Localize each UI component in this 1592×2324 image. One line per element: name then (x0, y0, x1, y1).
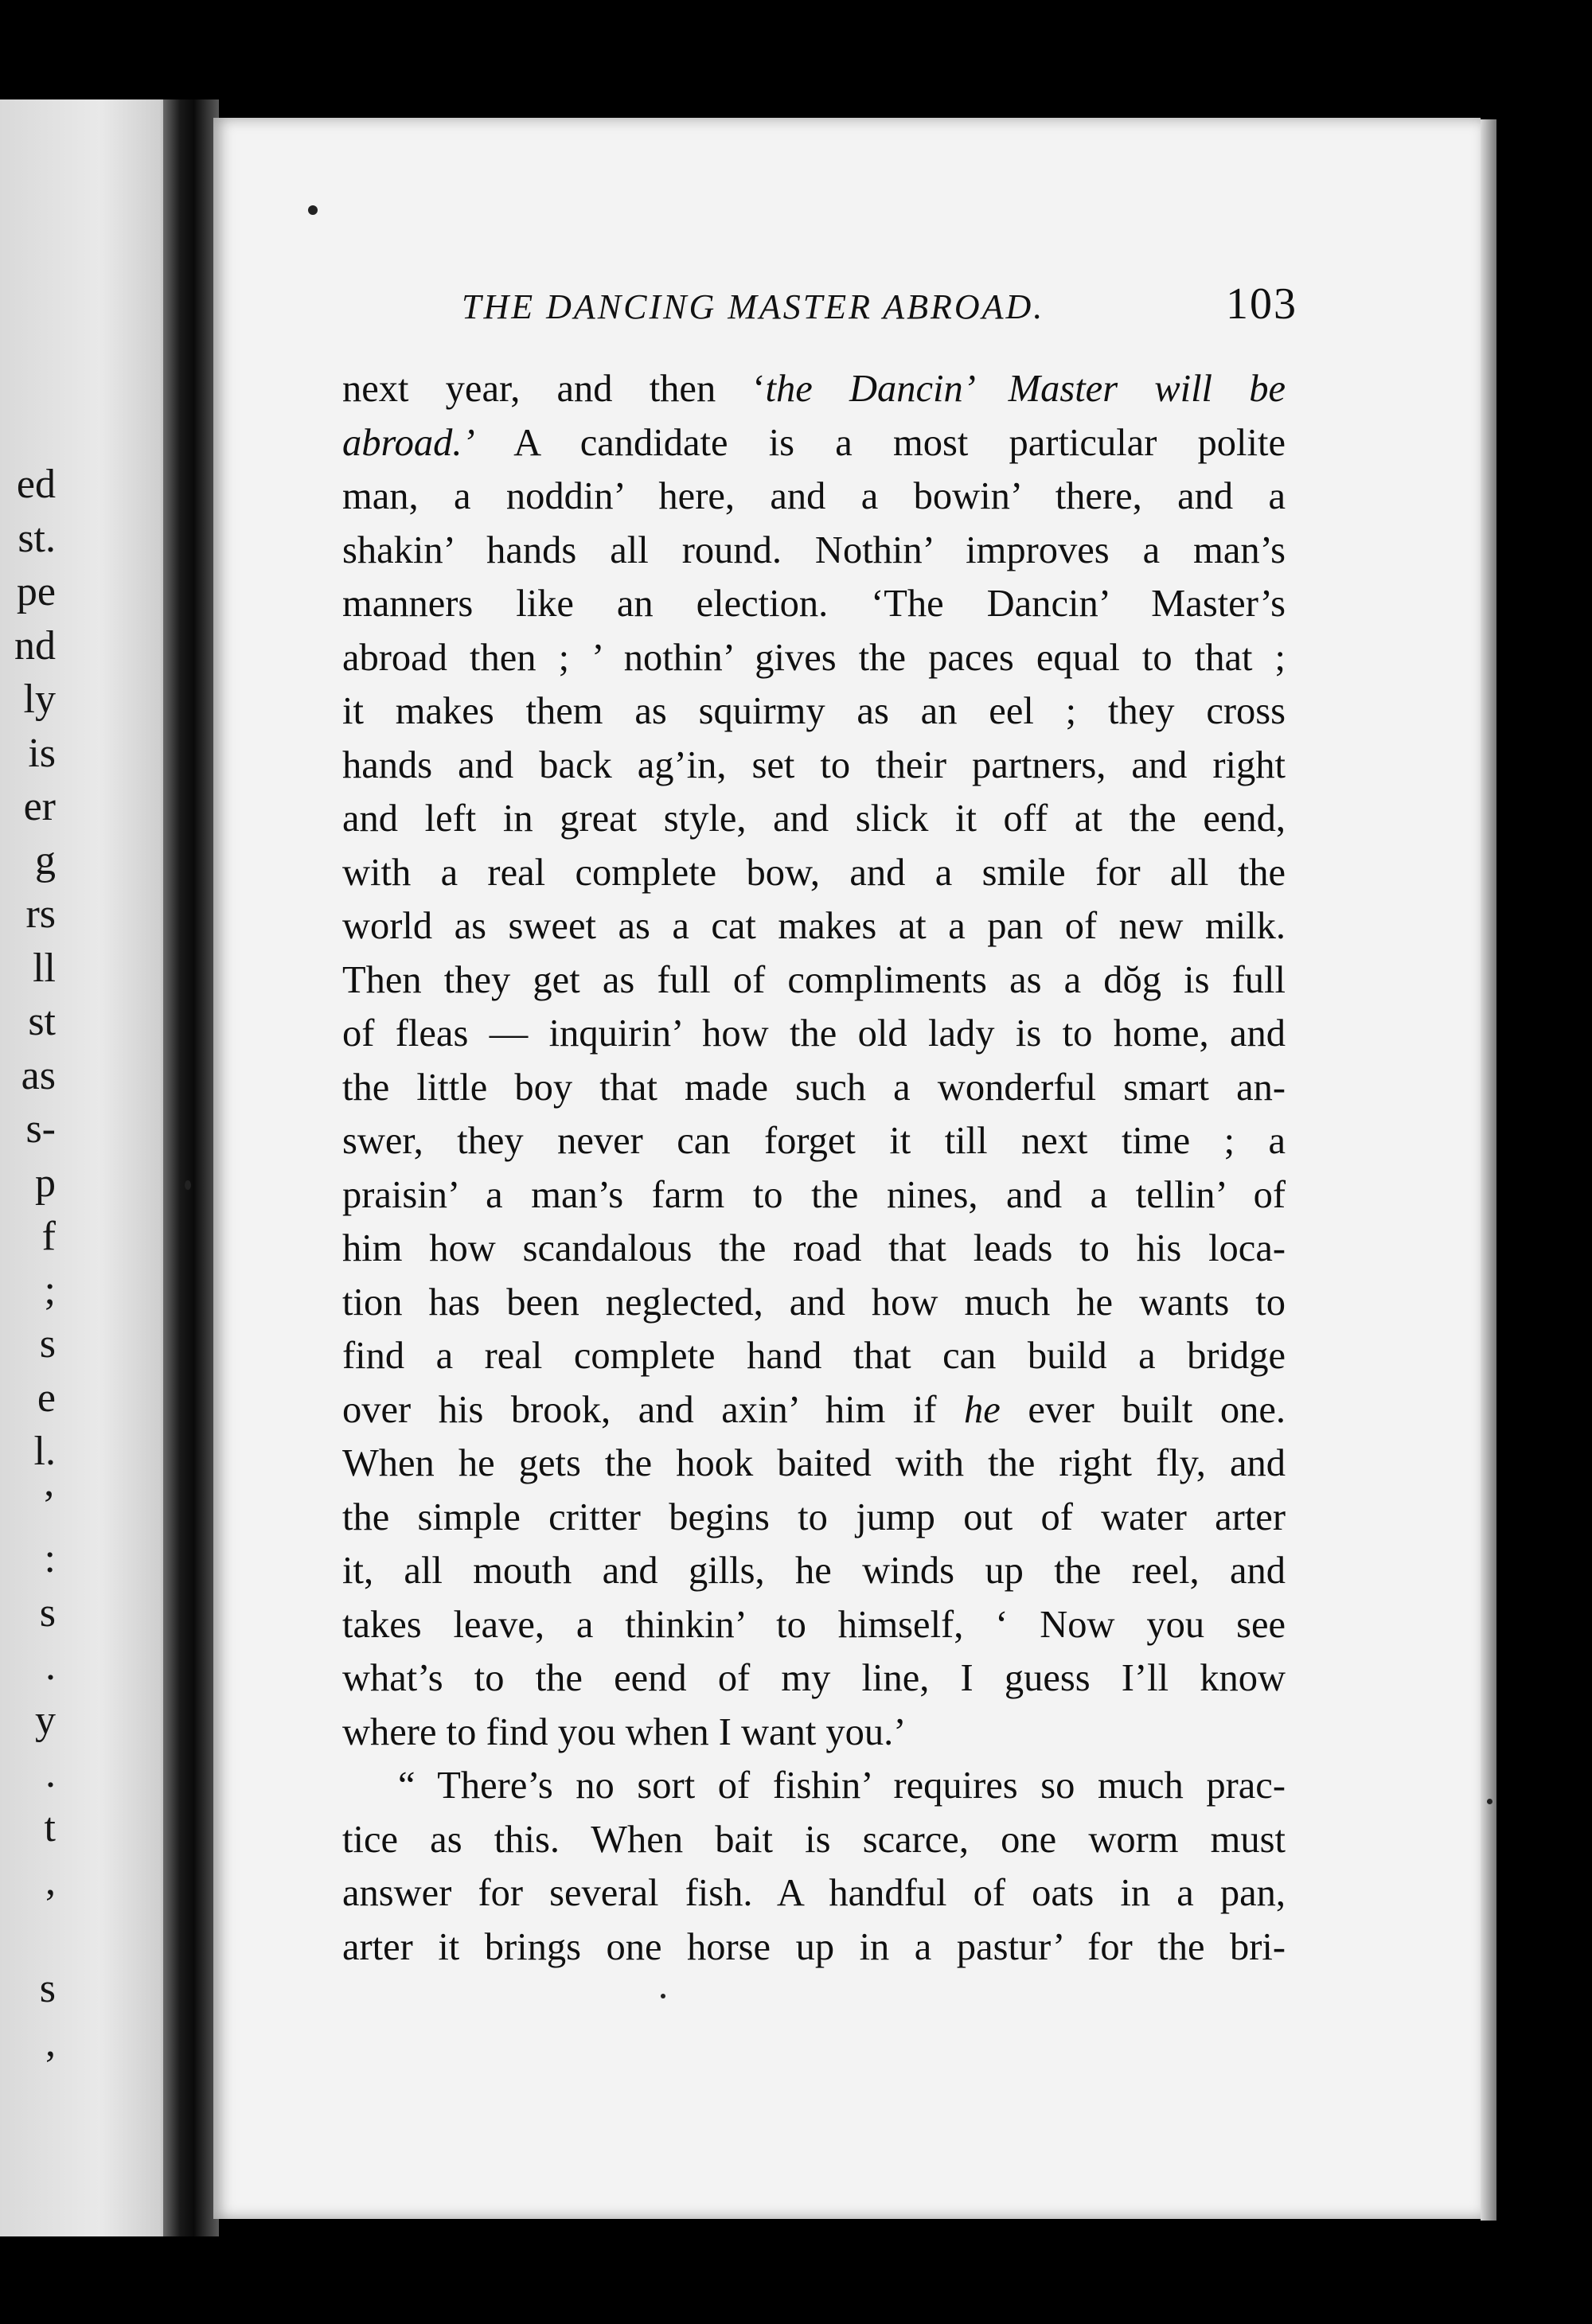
binding-gutter (163, 99, 219, 2236)
previous-page-fragment: ’ (41, 1482, 56, 1528)
text-run: A candidate is a most particular polite (474, 421, 1286, 464)
previous-page-fragment: g (35, 837, 56, 883)
text-line (342, 1276, 1286, 1330)
running-head (462, 279, 1297, 342)
previous-page-fragment: er (23, 784, 56, 829)
italic-text: he (964, 1388, 1001, 1431)
previous-page-edge (0, 99, 181, 2236)
text-run: answer for several fish. A handful of oats in a pan, (342, 1872, 1286, 1914)
text-run: of fleas — inquirin’ how the old lady is to home, and (342, 1012, 1286, 1055)
text-line (342, 1114, 1286, 1168)
text-line (342, 1491, 1286, 1545)
scan-speck (308, 205, 318, 215)
previous-page-fragment: e (37, 1375, 56, 1421)
text-run: swer, they never can forget it till next time ; a (342, 1120, 1286, 1162)
text-line (342, 846, 1286, 900)
text-run: world as sweet as a cat makes at a pan of new milk. (342, 905, 1286, 947)
text-run: it makes them as squirmy as an eel ; they cross (342, 690, 1286, 732)
scan-speck (661, 1994, 665, 1998)
previous-page-fragment: st (28, 999, 56, 1044)
text-line (342, 631, 1286, 685)
text-run: and left in great style, and slick it off at the eend, (342, 797, 1286, 840)
text-line (342, 1329, 1286, 1383)
text-run: “ There’s no sort of fishin’ requires so much prac- (398, 1764, 1286, 1807)
text-run: hands and back ag’in, set to their partners, and right (342, 743, 1286, 786)
text-line (342, 792, 1286, 846)
previous-page-fragment: , (45, 1858, 56, 1904)
text-run: the little boy that made such a wonderful smart an- (342, 1066, 1286, 1109)
text-run: manners like an election. ‘The Dancin’ Master’s (342, 583, 1286, 625)
text-line (342, 1866, 1286, 1920)
text-line (342, 1222, 1286, 1276)
text-run: abroad then ; ’ nothin’ gives the paces equal to that ; (342, 636, 1286, 679)
text-line (342, 1920, 1286, 1975)
text-run: man, a noddin’ here, and a bowin’ there, and a (342, 475, 1286, 517)
previous-page-fragment: y (35, 1697, 56, 1743)
text-run: Then they get as full of compliments as a dŏg is full (342, 958, 1286, 1001)
text-line (342, 899, 1286, 953)
scan-speck (185, 1180, 191, 1190)
previous-page-fragment: s (39, 1321, 56, 1367)
previous-page-fragment: ll (33, 945, 56, 991)
previous-page-fragment: is (28, 730, 56, 776)
previous-page-fragment: ; (44, 1267, 56, 1313)
text-line (342, 1813, 1286, 1867)
text-line (342, 1759, 1286, 1813)
text-run: it, all mouth and gills, he winds up the reel, and (342, 1550, 1286, 1592)
previous-page-fragment: p (35, 1160, 56, 1206)
text-line (342, 1706, 1286, 1760)
previous-page-fragment: ly (23, 677, 56, 722)
text-run: next year, and then ‘ (342, 368, 766, 410)
previous-page-line-endings (0, 458, 56, 2069)
previous-page-fragment: nd (14, 622, 56, 669)
text-line (342, 953, 1286, 1008)
text-line (342, 739, 1286, 793)
text-run: When he gets the hook baited with the right fly, and (342, 1442, 1286, 1484)
previous-page-fragment (0, 1909, 56, 1963)
text-run: where to find you when I want you.’ (342, 1710, 907, 1753)
previous-page-fragment: ed (16, 462, 56, 507)
text-line (342, 470, 1286, 524)
previous-page-fragment: l. (33, 1429, 56, 1474)
text-run: takes leave, a thinkin’ to himself, ‘ Now you see (342, 1603, 1286, 1646)
text-line (342, 1168, 1286, 1222)
text-run: the simple critter begins to jump out of water arter (342, 1495, 1286, 1538)
previous-page-fragment: st. (18, 515, 56, 561)
text-run: tion has been neglected, and how much he wants to (342, 1281, 1286, 1324)
page-number: 103 (1226, 279, 1297, 329)
text-line (342, 684, 1286, 739)
text-line (342, 1651, 1286, 1706)
previous-page-fragment: , (45, 2019, 56, 2065)
previous-page-fragment: . (45, 1644, 56, 1689)
italic-text: abroad.’ (342, 421, 475, 464)
text-run: praisin’ a man’s farm to the nines, and a tellin’ of (342, 1173, 1286, 1216)
text-run: him how scandalous the road that leads to his loca- (342, 1227, 1286, 1269)
previous-page-fragment: as (21, 1052, 56, 1098)
page-edge-shadow (1481, 119, 1496, 2221)
text-line (342, 1437, 1286, 1491)
previous-page-fragment: s (39, 1966, 56, 2011)
scan-speck (1487, 1799, 1492, 1804)
previous-page-fragment: s- (25, 1106, 56, 1152)
text-line (342, 416, 1286, 470)
text-line (342, 362, 1286, 416)
previous-page-fragment: rs (25, 891, 56, 937)
previous-page-fragment: s (39, 1589, 56, 1636)
text-line (342, 1544, 1286, 1598)
text-line (342, 524, 1286, 578)
italic-text: the Dancin’ Master will be (765, 368, 1286, 410)
previous-page-fragment: pe (16, 569, 56, 614)
previous-page-fragment: . (45, 1751, 56, 1796)
text-run: shakin’ hands all round. Nothin’ improves a man’s (342, 528, 1286, 571)
text-line (342, 1598, 1286, 1652)
text-run: what’s to the eend of my line, I guess I’ll know (342, 1657, 1286, 1699)
text-line (342, 577, 1286, 631)
previous-page-fragment: : (44, 1536, 56, 1581)
text-run: arter it brings one horse up in a pastur’ for the bri- (342, 1925, 1286, 1968)
text-line (342, 1007, 1286, 1061)
text-run: ever built one. (1000, 1388, 1286, 1431)
text-run: find a real complete hand that can build a bridge (342, 1335, 1286, 1377)
text-run: tice as this. When bait is scarce, one worm must (342, 1818, 1286, 1861)
running-title: THE DANCING MASTER ABROAD. (462, 287, 1045, 326)
body-text (342, 362, 1286, 1974)
text-line (342, 1383, 1286, 1437)
previous-page-fragment: f (41, 1214, 56, 1259)
text-line (342, 1061, 1286, 1115)
previous-page-fragment: t (44, 1804, 56, 1850)
text-run: with a real complete bow, and a smile for all the (342, 851, 1286, 894)
text-run: over his brook, and axin’ him if (342, 1388, 965, 1431)
